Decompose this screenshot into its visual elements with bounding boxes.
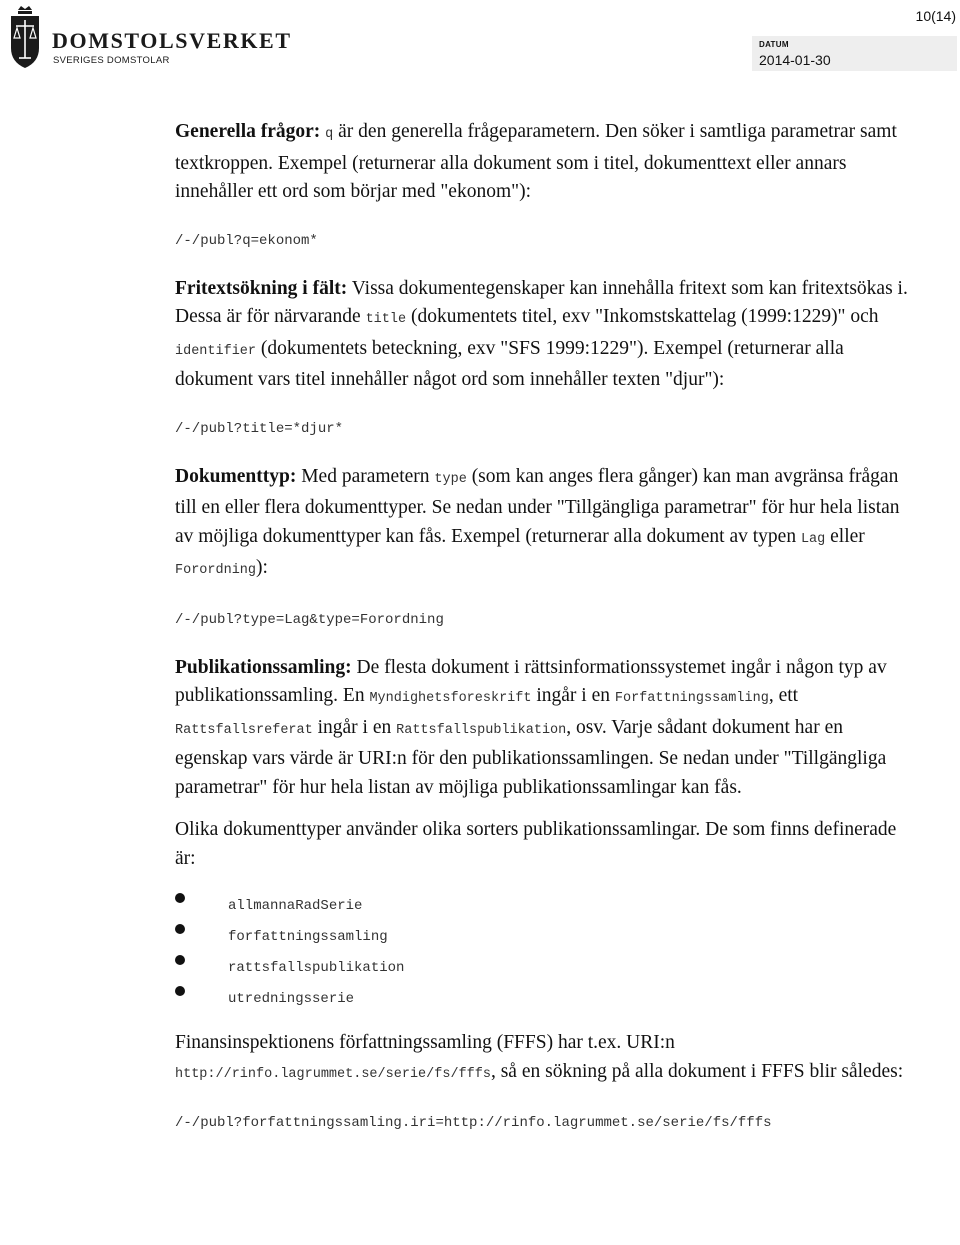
fulltext-heading: Fritextsökning i fält: [175, 277, 348, 299]
example-q-query: /-/publ?q=ekonom* [175, 232, 318, 249]
date-box [752, 36, 957, 71]
logo-wordmark: DOMSTOLSVERKET [52, 28, 292, 53]
code-myndighetsforeskrift: Myndighetsforeskrift [369, 691, 532, 706]
fffs-text-1: Finansinspektionens författningssamling (FFFS) har t.ex. URI:n [175, 1032, 675, 1053]
fffs-text-2: , så en sökning på alla dokument i FFFS blir således: [490, 1060, 904, 1082]
doctype-text-4: ): [256, 557, 268, 578]
doctype-text-3: eller [830, 525, 865, 547]
fulltext-text-3: (dokumentets beteckning, exv "SFS 1999:1229"). Exempel (returnerar alla dokument vars titel innehåller något ord som innehåller texten "djur"): [175, 337, 844, 390]
bullet-icon [175, 955, 185, 965]
fulltext-text-1: Vissa dokumentegenskaper kan innehålla fritext som kan fritextsökas i. Dessa är för närvarande [175, 277, 908, 327]
list-item-label: utredningsserie [228, 991, 355, 1007]
fffs-paragraph [175, 1029, 915, 1089]
code-rattsfallsreferat: Rattsfallsreferat [175, 722, 313, 738]
param-type: type [434, 471, 467, 487]
publication-text-2: ingår i en [536, 685, 610, 706]
list-item [175, 922, 915, 953]
date-label: DATUM [759, 40, 789, 49]
fulltext-paragraph [175, 275, 915, 395]
param-lag: Lag [800, 531, 826, 547]
crest-logo-icon [8, 4, 42, 70]
fulltext-text-2: (dokumentets titel, exv "Inkomstskattelag (1999:1229)" och [410, 306, 879, 327]
publication-text-3: , ett [768, 685, 799, 706]
fffs-uri: http://rinfo.lagrummet.se/serie/fs/fffs [175, 1066, 491, 1082]
publication-heading: Publikationssamling: [175, 656, 352, 678]
publication-collection-list [175, 891, 915, 1015]
general-queries-paragraph [175, 118, 915, 207]
param-q: q [325, 127, 334, 142]
param-title: title [365, 312, 407, 327]
list-item-label: rattsfallspublikation [228, 960, 405, 976]
list-item-label: forfattningssamling [228, 929, 388, 945]
publication-types-paragraph: Olika dokumenttyper använder olika sorters publikationssamlingar. De som finns definerade är: [175, 819, 897, 869]
general-queries-text: är den generella frågeparametern. Den söker i samtliga parametrar samt textkroppen. Exempel (returnerar alla dokument som i titel, dokumenttext eller annars innehåller ett ord som börjar med "ekonom"): [175, 121, 897, 202]
param-identifier: identifier [175, 343, 257, 359]
bullet-icon [175, 924, 185, 934]
doctype-paragraph [175, 463, 915, 586]
list-item [175, 953, 915, 984]
list-item-label: allmannaRadSerie [228, 898, 363, 914]
publication-paragraph [175, 654, 915, 803]
example-title-query: /-/publ?title=*djur* [175, 420, 344, 437]
publication-text-1: De flesta dokument i rättsinformationssystemet ingår i någon typ av publikationssamling. En [175, 656, 887, 706]
example-fffs-query: /-/publ?forfattningssamling.iri=http://rinfo.lagrummet.se/serie/fs/fffs [175, 1115, 772, 1131]
publication-text-5: , osv. Varje sådant dokument har en egenskap vars värde är URI:n för den publikationssamlingen. Se nedan under "Tillgängliga parametrar" för hur hela listan av möjliga publikationssamlingar kan fås. [175, 716, 887, 798]
logo-subtitle: SVERIGES DOMSTOLAR [53, 55, 170, 66]
date-value: 2014-01-30 [759, 52, 831, 68]
bullet-icon [175, 893, 185, 903]
list-item [175, 891, 915, 922]
code-rattsfallspublikation: Rattsfallspublikation [396, 722, 567, 738]
example-type-query: /-/publ?type=Lag&type=Forordning [175, 611, 444, 628]
bullet-icon [175, 986, 185, 996]
page-header [0, 0, 960, 80]
list-item [175, 984, 915, 1015]
doctype-heading: Dokumenttyp: [175, 465, 297, 487]
document-body [175, 118, 915, 1157]
page-number: 10(14) [915, 8, 956, 24]
code-forfattningssamling: Forfattningssamling [614, 691, 769, 706]
general-queries-heading: Generella frågor: [175, 121, 321, 142]
doctype-text-1: Med parametern [301, 465, 430, 487]
doctype-text-2: (som kan anges flera gånger) kan man avgränsa frågan till en eller flera dokumenttyper. Se nedan under "Tillgängliga parametrar" för hur hela listan av möjliga dokumenttyper kan fås. Exempel (returnerar alla dokument av typen [175, 465, 900, 547]
param-forordning: Forordning [175, 563, 257, 578]
publication-text-4: ingår i en [317, 716, 392, 738]
